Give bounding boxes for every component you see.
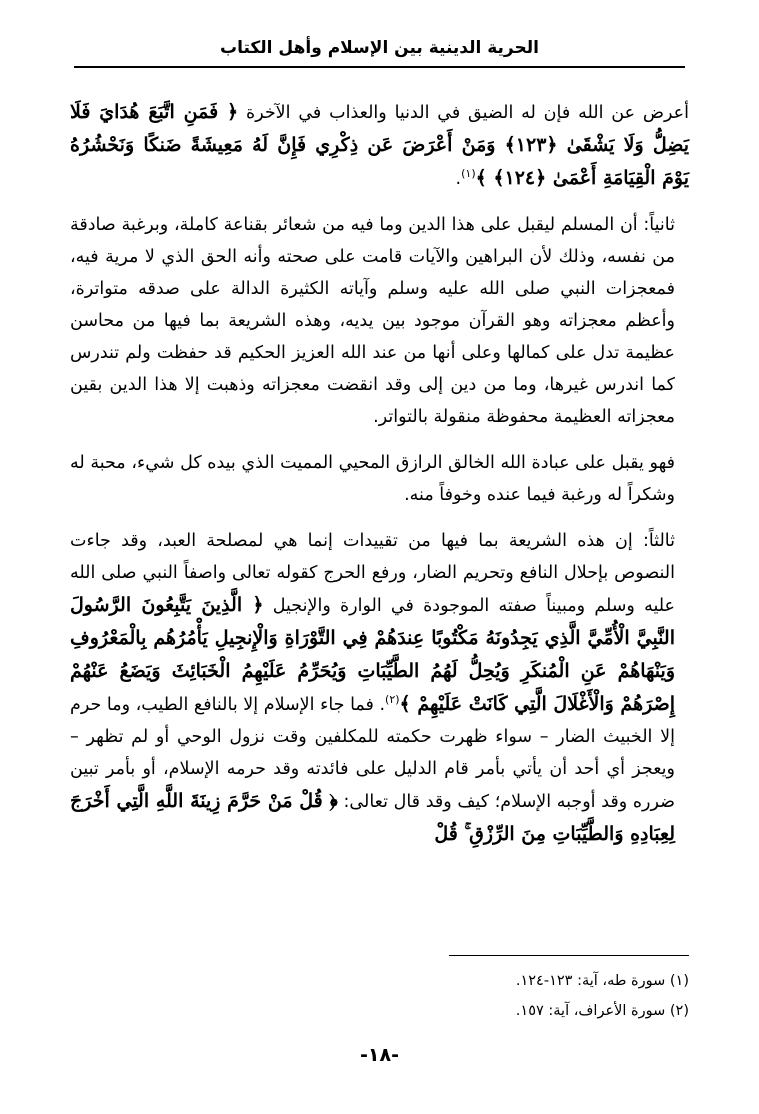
- footnotes: [70, 966, 689, 1026]
- quran-verse-araf-32: ﴿ قُلْ مَنْ حَرَّمَ زِينَةَ اللَّهِ الَّتِي أَخْرَجَ لِعِبَادِهِ وَالطَّيِّبَاتِ مِنَ الرِّزْقِ ۚ قُلْ: [70, 790, 675, 845]
- footnote-ref-2: (٢): [385, 693, 400, 707]
- paragraph-1-text: أعرض عن الله فإن له الضيق في الدنيا والعذاب في الآخرة: [238, 103, 689, 123]
- footnote-1: (١) سورة طه، آية: ١٢٣-١٢٤.: [515, 973, 689, 989]
- footnote-ref-1: (١): [461, 167, 476, 181]
- footnote-2: (٢) سورة الأعراف، آية: ١٥٧.: [515, 1003, 689, 1019]
- paragraph-4: [70, 525, 689, 851]
- page-number: -١٨-: [360, 1044, 399, 1066]
- quran-verse-araf: ﴿ الَّذِينَ يَتَّبِعُونَ الرَّسُولَ النَّبِيَّ الْأُمِّيَّ الَّذِي يَجِدُونَهُ مَكْتُوبًا عِندَهُمْ فِي التَّوْرَاةِ وَالْإِنجِيلِ يَأْمُرُهُم بِالْمَعْرُوفِ وَيَنْهَاهُمْ عَنِ الْمُنكَرِ وَيُحِلُّ لَهُمُ الطَّيِّبَاتِ وَيُحَرِّمُ عَلَيْهِمُ الْخَبَائِثَ وَيَضَعُ عَنْهُمْ إِصْرَهُمْ وَالْأَغْلَالَ الَّتِي كَانَتْ عَلَيْهِمْ ﴾: [70, 594, 675, 715]
- paragraph-3: فهو يقبل على عبادة الله الخالق الرازق المحيي المميت الذي بيده كل شيء، محبة له وشكراً له ورغبة فيما عنده وخوفاً منه.: [70, 453, 675, 505]
- header-rule: [74, 66, 685, 68]
- paragraph-4-continuation: . فما جاء الإسلام إلا بالنافع الطيب، وما حرم إلا الخبيث الضار – سواء ظهرت حكمته للمكلفين وقت نزول الوحي أو لم تظهر – ويعجز أي أحد أن يأتي بأمر قام الدليل على فائدته وقد حرمه الإسلام، أو بأمر تبين ضرره وقد أوجبه الإسلام؛ كيف وقد قال تعالى:: [70, 695, 675, 812]
- quran-verse-taha: ﴿ فَمَنِ اتَّبَعَ هُدَايَ فَلَا يَضِلُّ وَلَا يَشْقَىٰ ﴿١٢٣﴾ وَمَنْ أَعْرَضَ عَن ذِكْرِي فَإِنَّ لَهُ مَعِيشَةً ضَنكًا وَنَحْشُرُهُ يَوْمَ الْقِيَامَةِ أَعْمَىٰ ﴿١٢٤﴾ ﴾: [70, 101, 689, 189]
- main-text: [70, 96, 689, 851]
- paragraph-4-text: ثالثاً: إن هذه الشريعة بما فيها من تقييدات إنما هي لمصلحة العبد، وقد جاءت النصوص بإحلال النافع وتحريم الضار، ورفع الحرج كقوله تعالى واصفاً النبي صلى الله عليه وسلم ومبيناً صفته الموجودة في الوارة والإنجيل: [70, 531, 675, 616]
- paragraph-1: [70, 96, 689, 195]
- running-header-title: الحرية الدينية بين الإسلام وأهل الكتاب: [220, 38, 539, 58]
- paragraph-2: ثانياً: أن المسلم ليقبل على هذا الدين وما فيه من شعائر بقناعة كاملة، وبرغبة صادقة من نفسه، وذلك لأن البراهين والآيات قامت على صحته وأنه الحق الذي لا مرية فيه، فمعجزات النبي صلى الله عليه وسلم وآياته الكثيرة الدالة على صدقه متواترة، وأعظم معجزاته وهو القرآن موجود بين يديه، وهذه الشريعة بما فيها من محاسن عظيمة تدل على كمالها وعلى أنها من عند الله العزيز الحكيم قد حفظت ولم تندرس كما اندرس غيرها، وما من دين إلى وقد انقضت معجزاته وذهبت إلا هذا الدين بقين معجزاته العظيمة محفوظة منقولة بالتواتر.: [70, 215, 675, 427]
- paragraph-1-end: .: [455, 169, 462, 189]
- footnote-separator: [449, 955, 689, 956]
